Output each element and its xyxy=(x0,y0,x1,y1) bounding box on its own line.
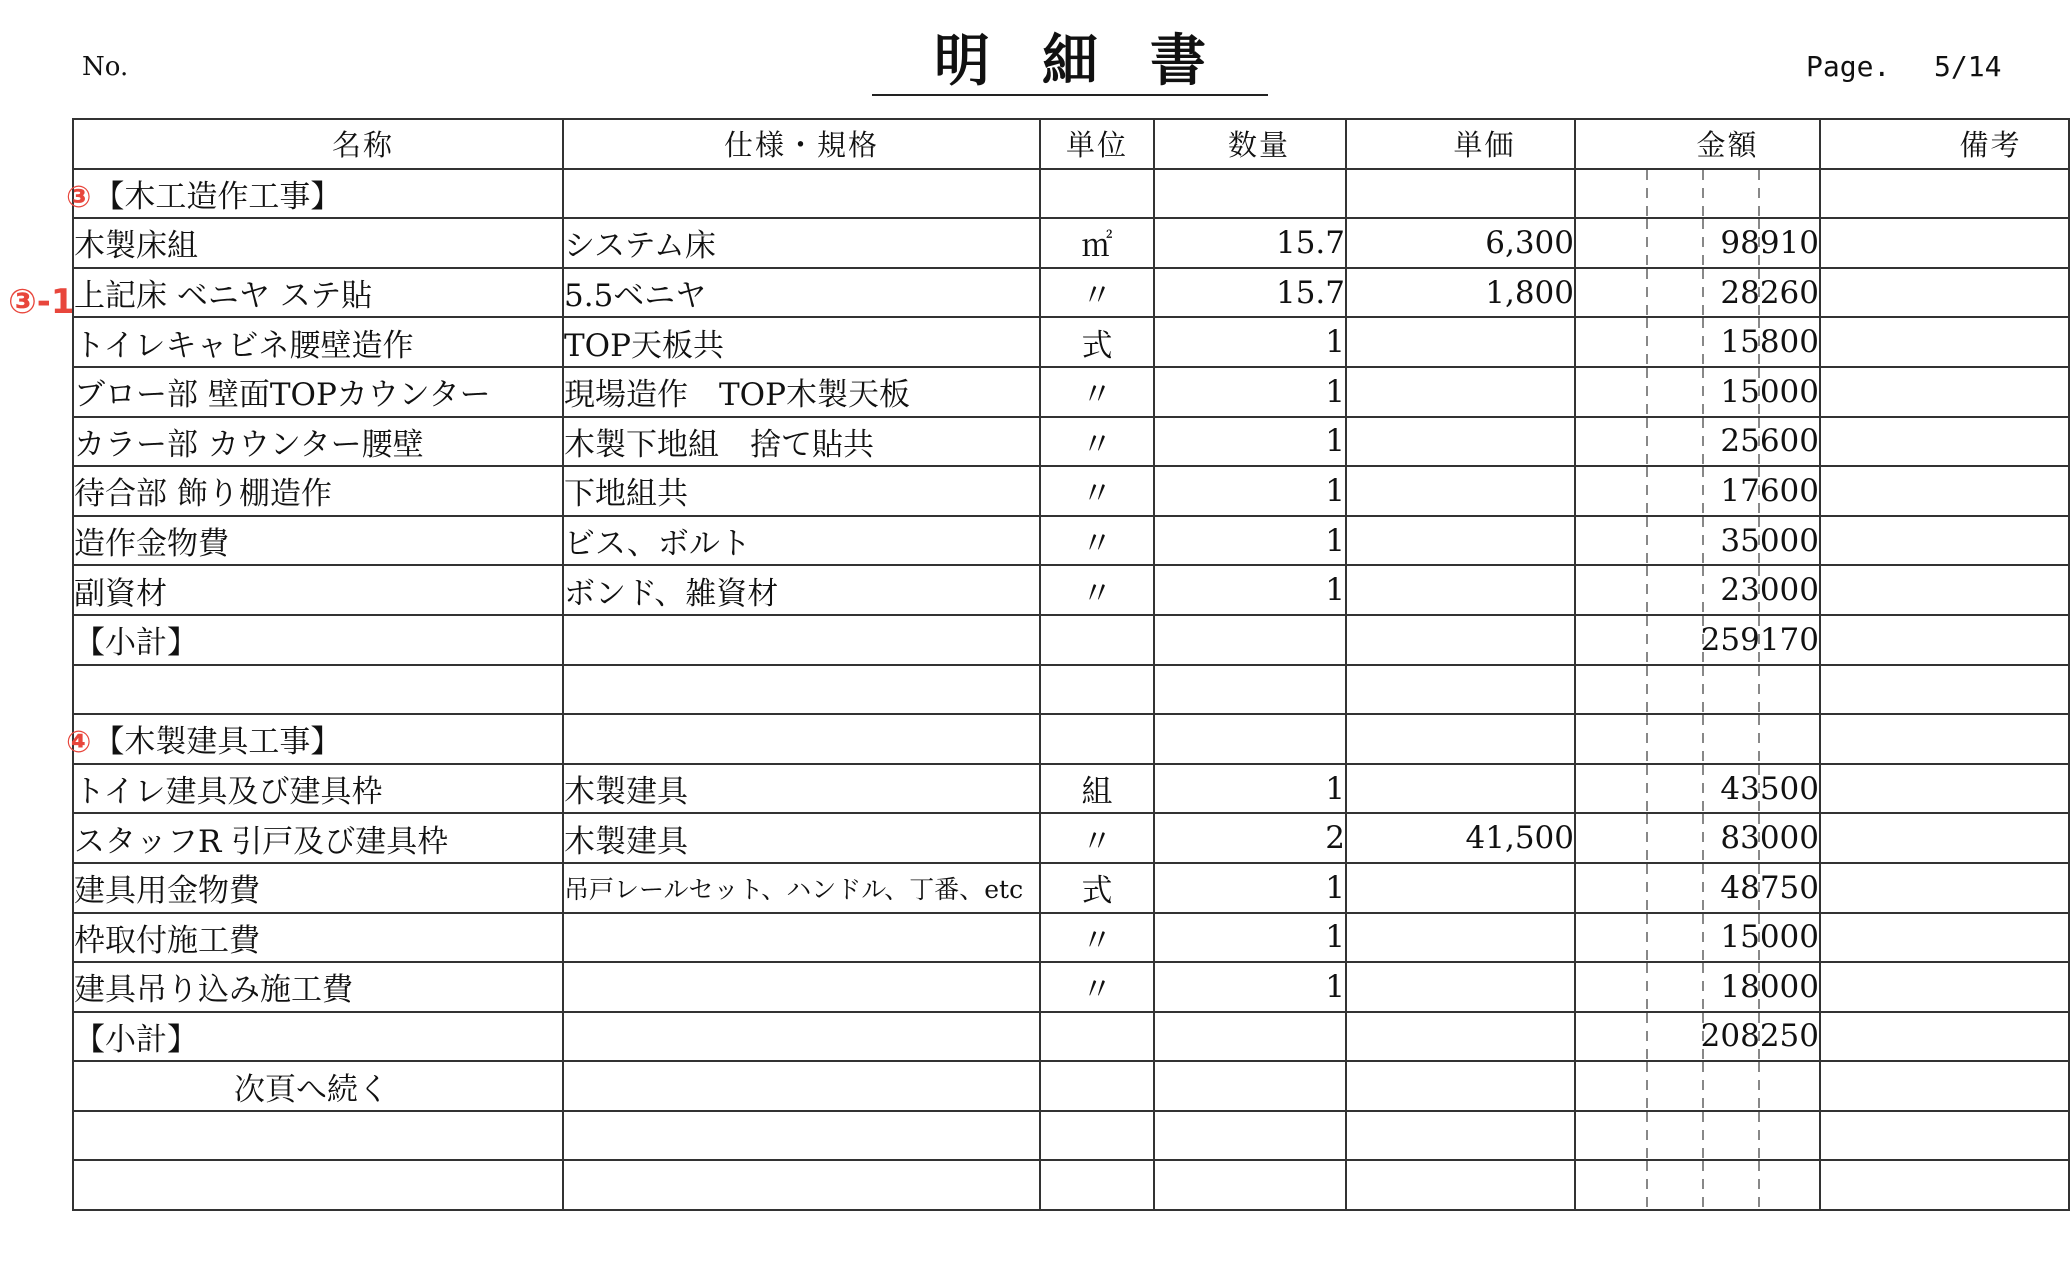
column-header-spec: 仕様・規格 xyxy=(563,119,1040,169)
item-unit xyxy=(1040,1012,1154,1062)
table-row xyxy=(73,169,2069,219)
table-row xyxy=(73,863,2069,913)
item-amount xyxy=(1575,665,1820,715)
item-quantity: 1 xyxy=(1154,367,1346,417)
item-quantity xyxy=(1154,169,1346,219)
item-unit-price xyxy=(1346,665,1575,715)
item-unit-price: 1,800 xyxy=(1346,268,1575,318)
item-name: トイレキャビネ腰壁造作 xyxy=(73,317,563,367)
item-name: 建具吊り込み施工費 xyxy=(73,962,563,1012)
item-name: トイレ建具及び建具枠 xyxy=(73,764,563,814)
item-unit: 組 xyxy=(1040,764,1154,814)
item-quantity: 15.7 xyxy=(1154,218,1346,268)
table-row xyxy=(73,913,2069,963)
item-unit-price xyxy=(1346,466,1575,516)
item-name xyxy=(73,1160,563,1210)
item-remarks xyxy=(1820,1012,2069,1062)
item-spec xyxy=(563,1012,1040,1062)
item-spec xyxy=(563,1160,1040,1210)
item-unit xyxy=(1040,665,1154,715)
table-row xyxy=(73,367,2069,417)
item-name: 枠取付施工費 xyxy=(73,913,563,963)
item-remarks xyxy=(1820,268,2069,318)
table-row xyxy=(73,714,2069,764)
header-row xyxy=(73,119,2069,169)
item-unit-price xyxy=(1346,913,1575,963)
item-unit-price xyxy=(1346,764,1575,814)
item-quantity: 1 xyxy=(1154,565,1346,615)
item-name: 上記床 ベニヤ ステ貼 xyxy=(73,268,563,318)
item-quantity: 1 xyxy=(1154,962,1346,1012)
item-quantity xyxy=(1154,615,1346,665)
table-row xyxy=(73,764,2069,814)
section-heading: 【木製建具工事】 xyxy=(93,724,342,761)
item-spec: 現場造作 TOP木製天板 xyxy=(563,367,1040,417)
item-remarks xyxy=(1820,1061,2069,1111)
item-unit-price xyxy=(1346,367,1575,417)
item-quantity xyxy=(1154,714,1346,764)
item-quantity: 1 xyxy=(1154,417,1346,467)
item-name: 木製床組 xyxy=(73,218,563,268)
item-amount: 98910 xyxy=(1575,218,1820,268)
item-name: カラー部 カウンター腰壁 xyxy=(73,417,563,467)
item-unit: ㎡ xyxy=(1040,218,1154,268)
item-spec xyxy=(563,913,1040,963)
item-quantity: 1 xyxy=(1154,516,1346,566)
item-name xyxy=(73,665,563,715)
item-amount: 18000 xyxy=(1575,962,1820,1012)
item-remarks xyxy=(1820,714,2069,764)
item-spec: 下地組共 xyxy=(563,466,1040,516)
item-name: 副資材 xyxy=(73,565,563,615)
table-row xyxy=(73,218,2069,268)
item-unit xyxy=(1040,1160,1154,1210)
item-remarks xyxy=(1820,962,2069,1012)
table-row xyxy=(73,516,2069,566)
item-quantity: 1 xyxy=(1154,466,1346,516)
item-unit-price: 6,300 xyxy=(1346,218,1575,268)
item-quantity: 1 xyxy=(1154,317,1346,367)
column-header-unit: 単位 xyxy=(1040,119,1154,169)
item-name xyxy=(66,169,563,219)
section-marker-3: ③ xyxy=(66,179,92,215)
item-amount: 15800 xyxy=(1575,317,1820,367)
table-row xyxy=(73,466,2069,516)
item-amount xyxy=(1575,1160,1820,1210)
item-unit xyxy=(1040,714,1154,764)
item-amount xyxy=(1575,1111,1820,1161)
item-name: ブロー部 壁面TOPカウンター xyxy=(73,367,563,417)
item-unit xyxy=(1040,615,1154,665)
item-unit-price xyxy=(1346,516,1575,566)
item-quantity xyxy=(1154,1111,1346,1161)
item-spec: 吊戸レールセット、ハンドル、丁番、etc xyxy=(563,863,1040,913)
item-unit-price xyxy=(1346,1012,1575,1062)
item-name xyxy=(66,714,563,764)
item-remarks xyxy=(1820,863,2069,913)
item-unit: 〃 xyxy=(1040,516,1154,566)
item-remarks xyxy=(1820,764,2069,814)
item-quantity xyxy=(1154,665,1346,715)
table-row xyxy=(73,1061,2069,1111)
item-spec: TOP天板共 xyxy=(563,317,1040,367)
item-spec: ビス、ボルト xyxy=(563,516,1040,566)
item-spec xyxy=(563,1111,1040,1161)
item-amount: 25600 xyxy=(1575,417,1820,467)
section-marker-4: ④ xyxy=(66,725,92,761)
item-spec: 木製建具 xyxy=(563,813,1040,863)
item-unit-price xyxy=(1346,615,1575,665)
item-unit: 〃 xyxy=(1040,962,1154,1012)
item-remarks xyxy=(1820,417,2069,467)
item-unit-price xyxy=(1346,863,1575,913)
item-spec xyxy=(563,714,1040,764)
item-unit: 〃 xyxy=(1040,466,1154,516)
column-header-unit-price: 単価 xyxy=(1346,119,1575,169)
item-unit: 式 xyxy=(1040,317,1154,367)
item-name: 造作金物費 xyxy=(73,516,563,566)
item-remarks xyxy=(1820,615,2069,665)
item-amount xyxy=(1575,169,1820,219)
item-remarks xyxy=(1820,665,2069,715)
item-remarks xyxy=(1820,1160,2069,1210)
item-quantity xyxy=(1154,1160,1346,1210)
column-header-name: 名称 xyxy=(73,119,563,169)
item-amount: 259170 xyxy=(1575,615,1820,665)
item-unit-price xyxy=(1346,317,1575,367)
item-unit: 式 xyxy=(1040,863,1154,913)
item-amount: 23000 xyxy=(1575,565,1820,615)
item-amount xyxy=(1575,714,1820,764)
item-quantity: 1 xyxy=(1154,863,1346,913)
item-unit-price xyxy=(1346,1111,1575,1161)
item-spec: 木製建具 xyxy=(563,764,1040,814)
item-name: スタッフR 引戸及び建具枠 xyxy=(73,813,563,863)
item-remarks xyxy=(1820,565,2069,615)
item-spec xyxy=(563,1061,1040,1111)
item-remarks xyxy=(1820,169,2069,219)
table-row xyxy=(73,813,2069,863)
table-row xyxy=(73,417,2069,467)
table-row xyxy=(73,1160,2069,1210)
item-spec: ボンド、雑資材 xyxy=(563,565,1040,615)
item-unit xyxy=(1040,169,1154,219)
page-label: Page. xyxy=(1806,50,1891,83)
item-quantity: 1 xyxy=(1154,764,1346,814)
item-spec xyxy=(563,665,1040,715)
item-remarks xyxy=(1820,466,2069,516)
item-amount: 15000 xyxy=(1575,913,1820,963)
item-unit-price xyxy=(1346,962,1575,1012)
item-name: 待合部 飾り棚造作 xyxy=(73,466,563,516)
table-row xyxy=(73,317,2069,367)
table-row xyxy=(73,268,2069,318)
table-row xyxy=(73,615,2069,665)
item-unit-price xyxy=(1346,1160,1575,1210)
item-amount xyxy=(1575,1061,1820,1111)
item-quantity xyxy=(1154,1061,1346,1111)
item-unit: 〃 xyxy=(1040,367,1154,417)
item-unit: 〃 xyxy=(1040,813,1154,863)
item-spec: システム床 xyxy=(563,218,1040,268)
document-title: 明細書 xyxy=(872,30,1268,96)
item-unit: 〃 xyxy=(1040,268,1154,318)
item-unit-price xyxy=(1346,714,1575,764)
item-unit-price xyxy=(1346,1061,1575,1111)
item-amount: 35000 xyxy=(1575,516,1820,566)
item-marker-3-1: ③-1 xyxy=(8,282,75,322)
item-quantity: 1 xyxy=(1154,913,1346,963)
item-amount: 28260 xyxy=(1575,268,1820,318)
document-number-label: No. xyxy=(82,52,129,82)
item-amount: 208250 xyxy=(1575,1012,1820,1062)
item-unit: 〃 xyxy=(1040,565,1154,615)
item-name: 次頁へ続く xyxy=(73,1061,563,1111)
item-remarks xyxy=(1820,317,2069,367)
item-amount: 83000 xyxy=(1575,813,1820,863)
item-unit xyxy=(1040,1111,1154,1161)
item-amount: 17600 xyxy=(1575,466,1820,516)
item-name: 建具用金物費 xyxy=(73,863,563,913)
table-row xyxy=(73,962,2069,1012)
item-remarks xyxy=(1820,813,2069,863)
item-remarks xyxy=(1820,913,2069,963)
detail-table xyxy=(66,118,2070,1211)
column-header-remarks: 備考 xyxy=(1820,119,2069,169)
item-unit xyxy=(1040,1061,1154,1111)
item-remarks xyxy=(1820,218,2069,268)
item-amount: 15000 xyxy=(1575,367,1820,417)
item-remarks xyxy=(1820,1111,2069,1161)
table-row xyxy=(73,1111,2069,1161)
item-quantity xyxy=(1154,1012,1346,1062)
item-spec xyxy=(563,169,1040,219)
item-name: 【小計】 xyxy=(73,1012,563,1062)
page-number: 5/14 xyxy=(1934,50,2002,83)
item-unit: 〃 xyxy=(1040,913,1154,963)
item-spec xyxy=(563,962,1040,1012)
column-header-amount: 金額 xyxy=(1575,119,1820,169)
item-quantity: 15.7 xyxy=(1154,268,1346,318)
item-unit-price xyxy=(1346,417,1575,467)
item-amount: 43500 xyxy=(1575,764,1820,814)
item-unit-price: 41,500 xyxy=(1346,813,1575,863)
item-amount: 48750 xyxy=(1575,863,1820,913)
item-quantity: 2 xyxy=(1154,813,1346,863)
section-heading: 【木工造作工事】 xyxy=(93,178,342,215)
item-spec xyxy=(563,615,1040,665)
item-unit: 〃 xyxy=(1040,417,1154,467)
item-unit-price xyxy=(1346,565,1575,615)
item-remarks xyxy=(1820,516,2069,566)
item-unit-price xyxy=(1346,169,1575,219)
table-row xyxy=(73,565,2069,615)
column-header-quantity: 数量 xyxy=(1154,119,1346,169)
table-row xyxy=(73,665,2069,715)
item-name xyxy=(73,1111,563,1161)
item-remarks xyxy=(1820,367,2069,417)
table-row xyxy=(73,1012,2069,1062)
item-name: 【小計】 xyxy=(73,615,563,665)
item-spec: 木製下地組 捨て貼共 xyxy=(563,417,1040,467)
item-spec: 5.5ベニヤ xyxy=(563,268,1040,318)
